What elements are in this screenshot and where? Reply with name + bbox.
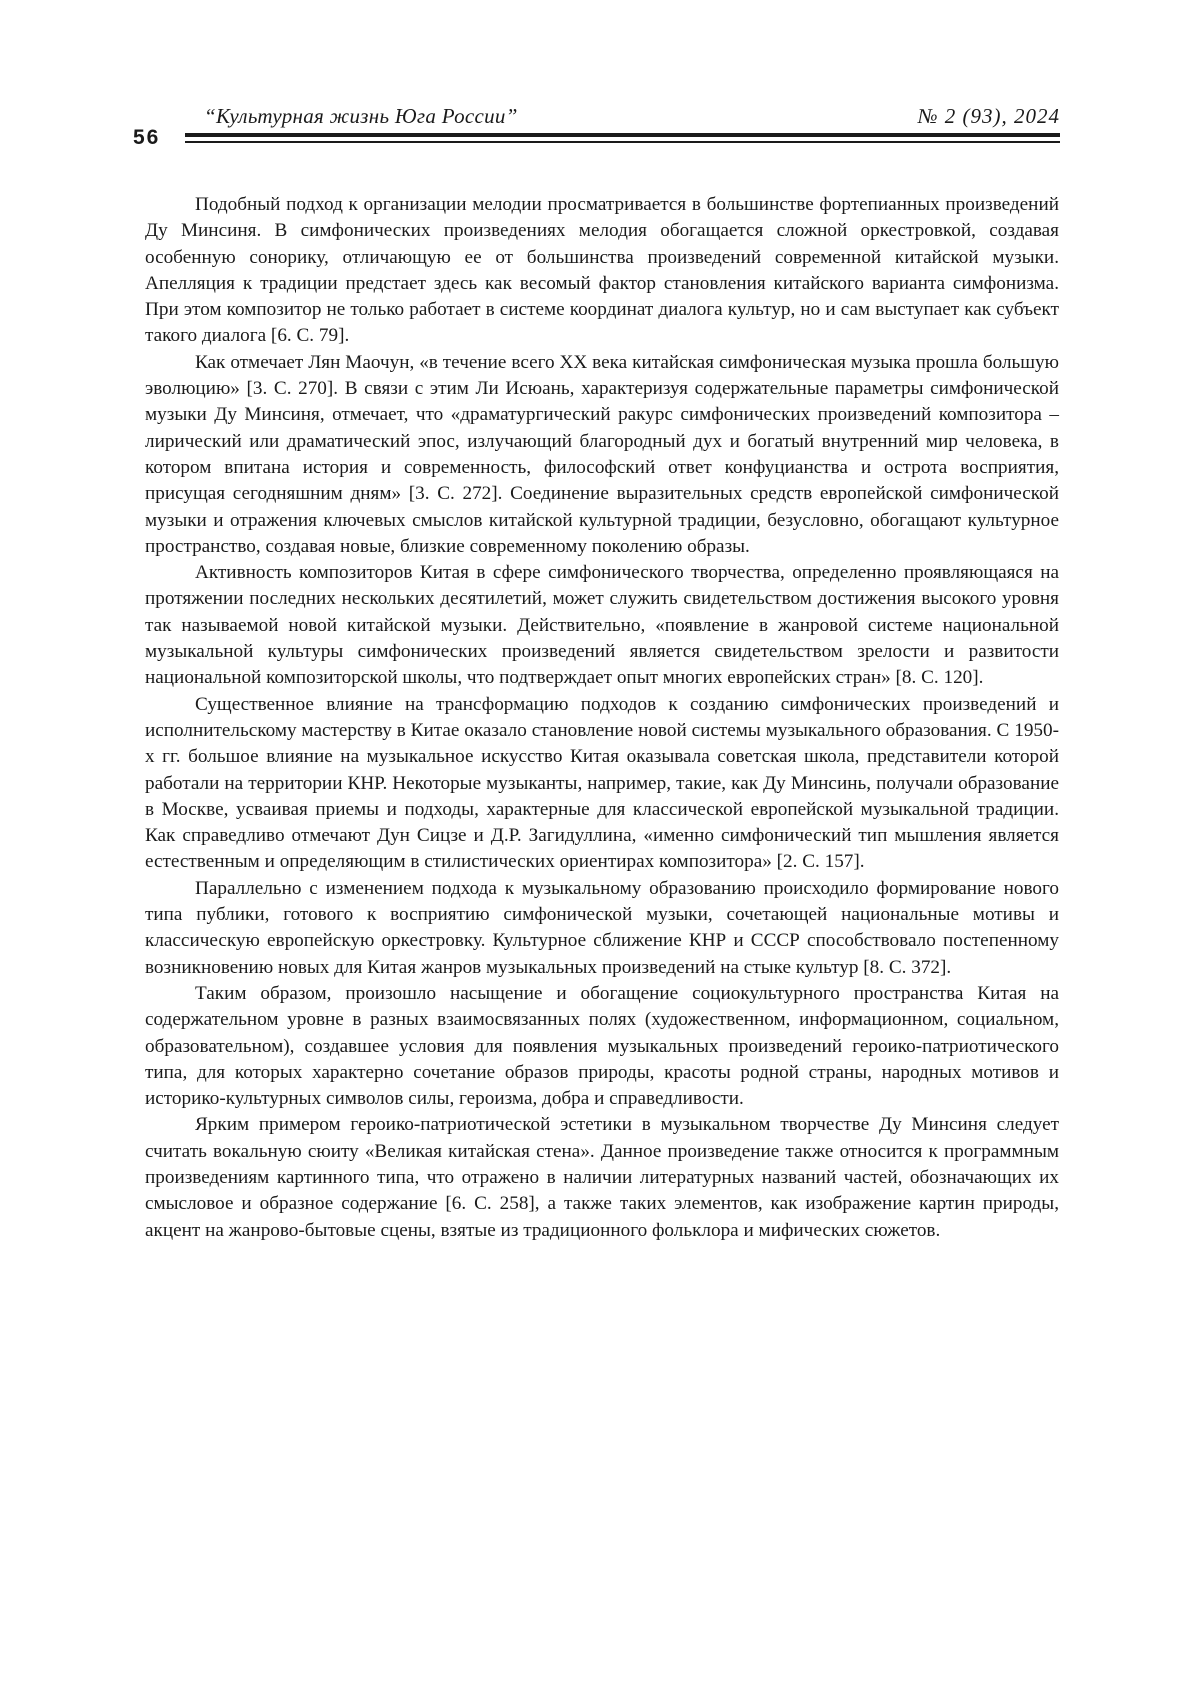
paragraph: Ярким примером героико-патриотической эстетики в музыкальном творчестве Ду Минсиня следует считать вокальную сюиту «Великая китайская стена». Данное произведение также относится к программным произведениям картинного типа, что отражено в наличии литературных названий частей, обозначающих их смысловое и образное содержание [6. С. 258], а также таких элементов, как изображение картин природы, акцент на жанрово-бытовые сцены, взятые из традиционного фольклора и мифических сюжетов. <box>145 1112 1059 1243</box>
paragraph: Как отмечает Лян Маочун, «в течение всего XX века китайская симфоническая музыка прошла большую эволюцию» [3. С. 270]. В связи с этим Ли Исюань, характеризуя содержательные параметры симфонической музыки Ду Минсиня, отмечает, что «драматургический ракурс симфонических произведений композитора – лирический или драматический эпос, излучающий благородный дух и богатый внутренний мир человека, в котором впитана история и современность, философский ответ конфуцианства и острота восприятия, присущая сегодняшним дням» [3. С. 272]. Соединение выразительных средств европейской симфонической музыки и отражения ключевых смыслов китайской культурной традиции, безусловно, обогащают культурное пространство, создавая новые, близкие современному поколению образы. <box>145 350 1059 560</box>
article-body <box>145 192 1059 1244</box>
paragraph: Активность композиторов Китая в сфере симфонического творчества, определенно проявляющаяся на протяжении последних нескольких десятилетий, может служить свидетельством достижения высокого уровня так называемой новой китайской музыки. Действительно, «появление в жанровой системе национальной музыкальной культуры симфонических произведений является свидетельством зрелости и развитости национальной композиторской школы, что подтверждает опыт многих европейских стран» [8. С. 120]. <box>145 560 1059 691</box>
journal-title: “Культурная жизнь Юга России” <box>204 104 518 129</box>
paragraph: Параллельно с изменением подхода к музыкальному образованию происходило формирование нового типа публики, готового к восприятию симфонической музыки, сочетающей национальные мотивы и классическую европейскую оркестровку. Культурное сближение КНР и СССР способствовало постепенному возникновению новых для Китая жанров музыкальных произведений на стыке культур [8. С. 372]. <box>145 876 1059 981</box>
header-rule-thick <box>185 133 1060 137</box>
paragraph: Существенное влияние на трансформацию подходов к созданию симфонических произведений и исполнительскому мастерству в Китае оказало становление новой системы музыкального образования. С 1950-х гг. большое влияние на музыкальное искусство Китая оказывала советская школа, представители которой работали на территории КНР. Некоторые музыканты, например, такие, как Ду Минсинь, получали образование в Москве, усваивая приемы и подходы, характерные для классической европейской музыкальной традиции. Как справедливо отмечают Дун Сицзе и Д.Р. Загидуллина, «именно симфонический тип мышления является естественным и определяющим в стилистических ориентирах композитора» [2. С. 157]. <box>145 692 1059 876</box>
paragraph: Таким образом, произошло насыщение и обогащение социокультурного пространства Китая на содержательном уровне в разных взаимосвязанных полях (художественном, информационном, социальном, образовательном), создавшее условия для появления музыкальных произведений героико-патриотического типа, для которых характерно сочетание образов природы, красоты родной страны, народных мотивов и историко-культурных символов силы, героизма, добра и справедливости. <box>145 981 1059 1112</box>
paragraph: Подобный подход к организации мелодии просматривается в большинстве фортепианных произведений Ду Минсиня. В симфонических произведениях мелодия обогащается сложной оркестровкой, создавая особенную сонорику, отличающую ее от большинства произведений современной китайской музыки. Апелляция к традиции предстает здесь как весомый фактор становления китайского варианта симфонизма. При этом композитор не только работает в системе координат диалога культур, но и сам выступает как субъект такого диалога [6. С. 79]. <box>145 192 1059 350</box>
issue-number: № 2 (93), 2024 <box>918 104 1060 129</box>
page-number: 56 <box>133 126 160 150</box>
running-header <box>133 100 1060 148</box>
header-rule-thin <box>185 141 1060 143</box>
